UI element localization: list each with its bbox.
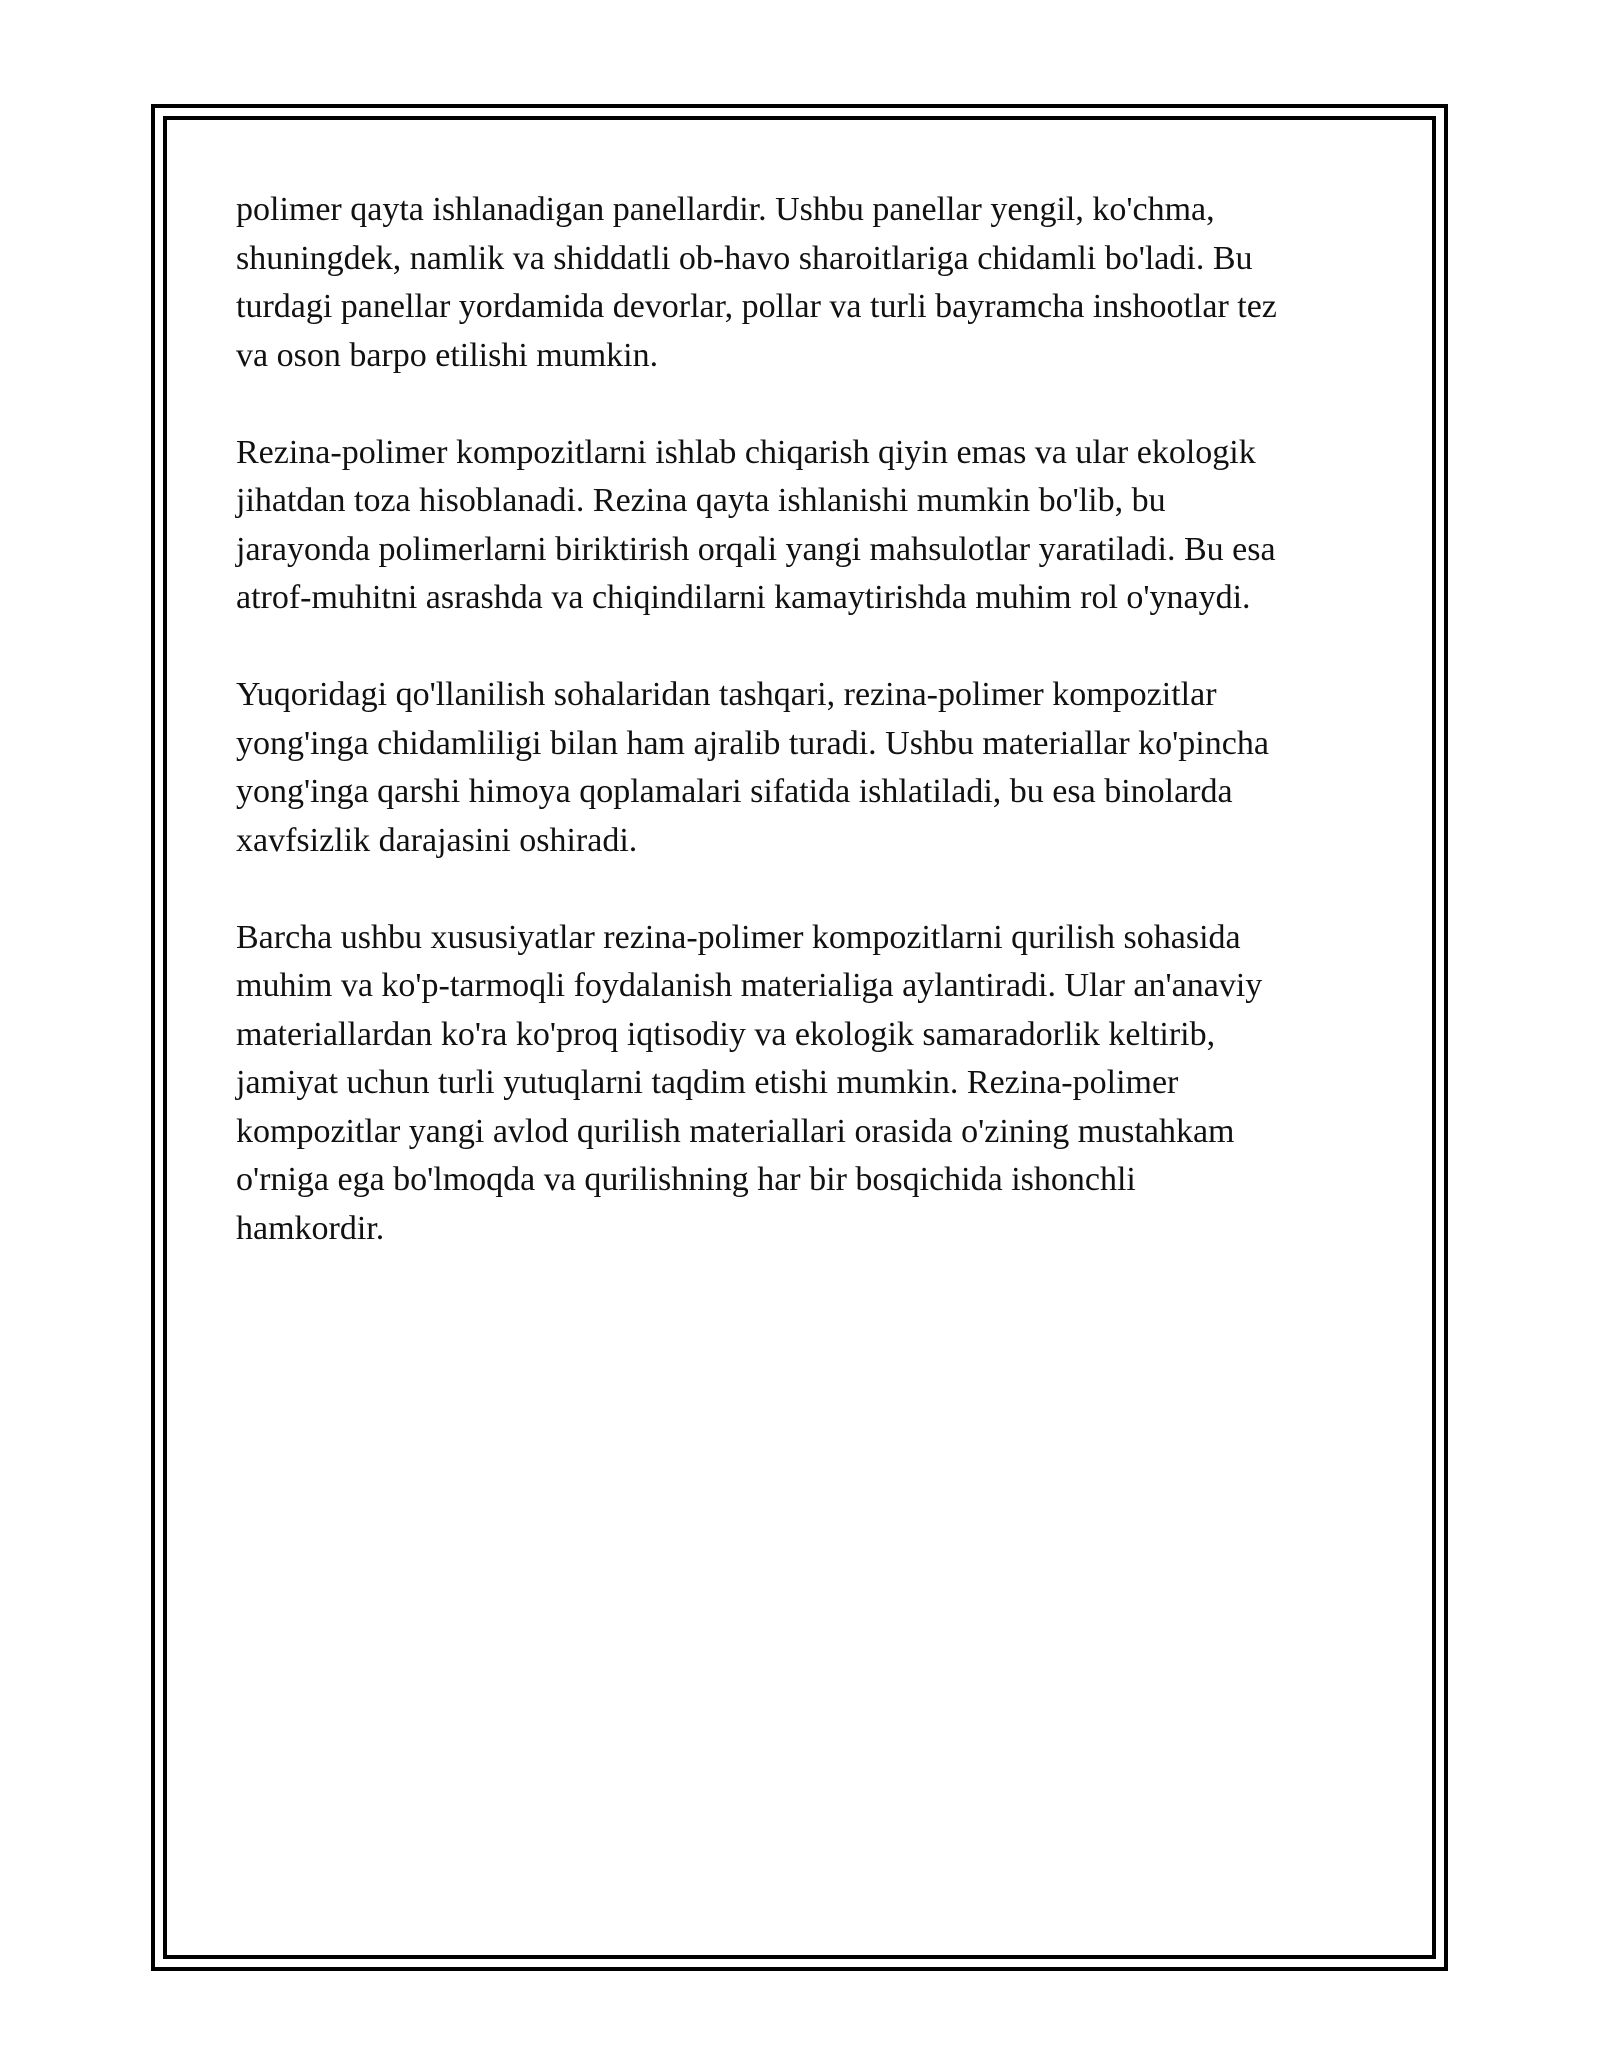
paragraph-2: Rezina-polimer kompozitlarni ishlab chiqarish qiyin emas va ular ekologik jihatdan toza hisoblanadi. Rezina qayta ishlanishi mumkin bo'lib, bu jarayonda polimerlarni biriktirish orqali yangi mahsulotlar yaratiladi. Bu esa atrof-muhitni asrashda va chiqindilarni kamaytirishda muhim rol o'ynaydi. (236, 433, 1276, 616)
paragraph-1: polimer qayta ishlanadigan panellardir. Ushbu panellar yengil, ko'chma, shuningdek, namlik va shiddatli ob-havo sharoitlariga chidamli bo'ladi. Bu turdagi panellar yordamida devorlar, pollar va turli bayramcha inshootlar tez va oson barpo etilishi mumkin. (236, 191, 1277, 374)
document-body (236, 186, 1386, 1302)
paragraph-4: Barcha ushbu xususiyatlar rezina-polimer kompozitlarni qurilish sohasida muhim va ko'p-tarmoqli foydalanish materialiga aylantiradi. Ular an'anaviy materiallardan ko'ra ko'proq iqtisodiy va ekologik samaradorlik keltirib, jamiyat uchun turli yutuqlarni taqdim etishi mumkin. Rezina-polimer kompozitlar yangi avlod qurilish materiallari orasida o'zining mustahkam o'rniga ega bo'lmoqda va qurilishning har bir bosqichida ishonchli hamkordir. (236, 918, 1263, 1247)
paragraph-3: Yuqoridagi qo'llanilish sohalaridan tashqari, rezina-polimer kompozitlar yong'inga chidamliligi bilan ham ajralib turadi. Ushbu materiallar ko'pincha yong'inga qarshi himoya qoplamalari sifatida ishlatiladi, bu esa binolarda xavfsizlik darajasini oshiradi. (236, 676, 1269, 859)
